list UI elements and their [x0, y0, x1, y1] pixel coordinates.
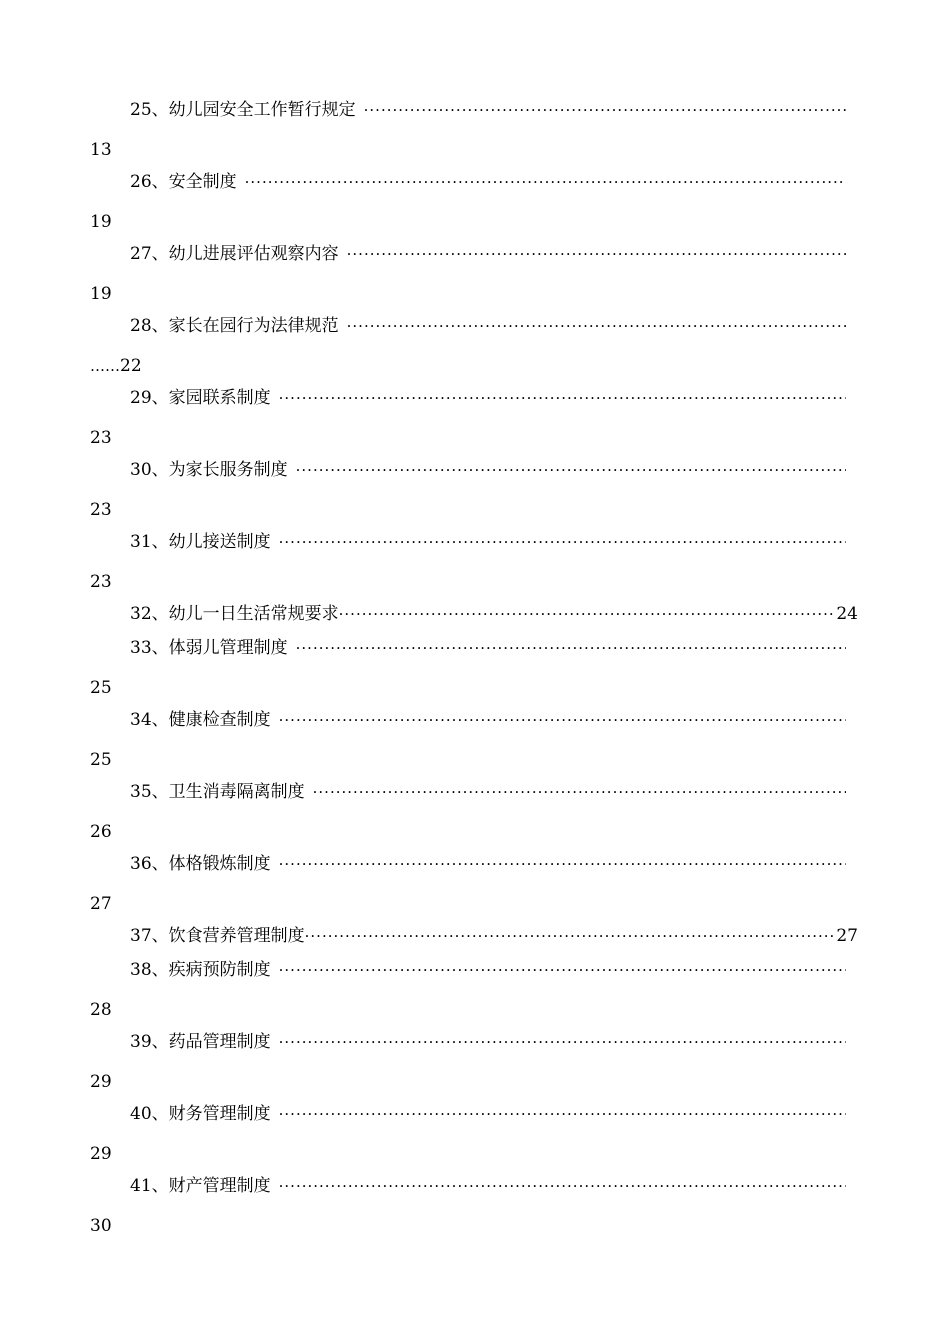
toc-entry-line[interactable] [130, 170, 846, 194]
dot-leader [279, 708, 846, 732]
toc-entry-line[interactable] [130, 314, 846, 338]
dot-leader [296, 636, 846, 660]
toc-entry-title: 25、幼儿园安全工作暂行规定 [130, 100, 356, 120]
toc-page-number: 13 [90, 140, 112, 160]
toc-entry-title: 31、幼儿接送制度 [130, 532, 271, 552]
toc-entry-title: 26、安全制度 [130, 172, 237, 192]
dot-leader [296, 458, 846, 482]
toc-page-number: 29 [90, 1072, 112, 1092]
dot-leader [347, 314, 846, 338]
toc-page-number: 25 [90, 678, 112, 698]
dot-leader [313, 780, 846, 804]
toc-page-number: 27 [836, 926, 858, 946]
dot-leader [279, 1174, 846, 1198]
toc-entry-title: 38、疾病预防制度 [130, 960, 271, 980]
dot-leader [347, 242, 846, 266]
toc-entry-title: 34、健康检查制度 [130, 710, 271, 730]
toc-entry-title: 27、幼儿进展评估观察内容 [130, 244, 339, 264]
dot-leader [279, 386, 846, 410]
wrap-dot-leader: …… [90, 357, 120, 375]
toc-entry-line[interactable] [130, 1030, 846, 1054]
toc-entry-line[interactable] [130, 386, 846, 410]
toc-entry-title: 30、为家长服务制度 [130, 460, 288, 480]
toc-entry-line[interactable] [130, 458, 846, 482]
toc-entry-line[interactable] [130, 636, 846, 660]
toc-page-number: 25 [90, 750, 112, 770]
dot-leader [339, 602, 837, 626]
toc-page-number: 29 [90, 1144, 112, 1164]
toc-entry-line[interactable] [130, 958, 846, 982]
toc-entry-line[interactable] [130, 1174, 846, 1198]
dot-leader [279, 852, 846, 876]
toc-page-number: 19 [90, 212, 112, 232]
toc-entry-line[interactable] [130, 780, 846, 804]
dot-leader [364, 98, 846, 122]
toc-page-number: 23 [90, 572, 112, 592]
toc-entry-line[interactable] [130, 1102, 846, 1126]
toc-entry-title: 32、幼儿一日生活常规要求 [130, 604, 339, 624]
dot-leader [279, 1030, 846, 1054]
toc-page-number: 30 [90, 1216, 112, 1236]
toc-entry-line[interactable] [130, 708, 846, 732]
toc-page-number: 27 [90, 894, 112, 914]
toc-entry-title: 28、家长在园行为法律规范 [130, 316, 339, 336]
toc-entry-line[interactable] [130, 852, 846, 876]
toc-entry-line[interactable] [130, 242, 846, 266]
toc-entry-title: 29、家园联系制度 [130, 388, 271, 408]
toc-page-number: 23 [90, 428, 112, 448]
toc-entry-title: 41、财产管理制度 [130, 1176, 271, 1196]
toc-page-number: 24 [836, 604, 858, 624]
toc-entry-title: 33、体弱儿管理制度 [130, 638, 288, 658]
toc-entry-line[interactable] [130, 98, 846, 122]
toc-page-number: ……22 [90, 356, 142, 376]
dot-leader [245, 170, 846, 194]
toc-page-number: 28 [90, 1000, 112, 1020]
dot-leader [279, 1102, 846, 1126]
toc-entry-line[interactable] [130, 602, 858, 626]
toc-entry-title: 37、饮食营养管理制度 [130, 926, 305, 946]
toc-entry-title: 35、卫生消毒隔离制度 [130, 782, 305, 802]
toc-page-number: 23 [90, 500, 112, 520]
toc-page-number: 19 [90, 284, 112, 304]
toc-page-number: 26 [90, 822, 112, 842]
dot-leader [305, 924, 837, 948]
toc-entry-line[interactable] [130, 530, 846, 554]
dot-leader [279, 530, 846, 554]
toc-entry-title: 36、体格锻炼制度 [130, 854, 271, 874]
toc-entry-title: 39、药品管理制度 [130, 1032, 271, 1052]
toc-entry-line[interactable] [130, 924, 858, 948]
toc-entry-title: 40、财务管理制度 [130, 1104, 271, 1124]
dot-leader [279, 958, 846, 982]
